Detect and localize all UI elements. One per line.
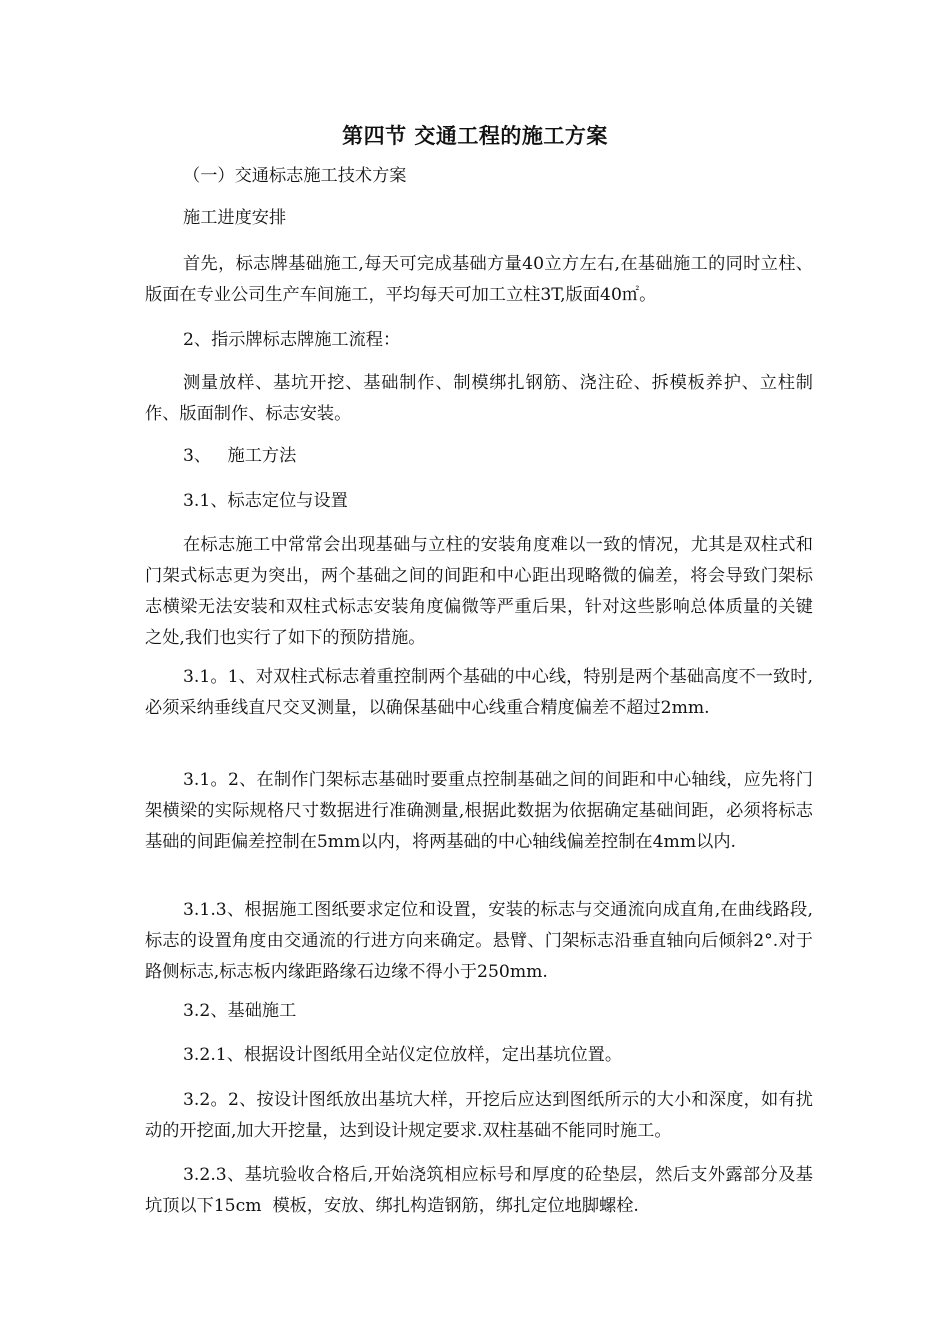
paragraph-3-2-2: 3.2。2、按设计图纸放出基坑大样，开挖后应达到图纸所示的大小和深度，如有扰动的开挖面,加大开挖量，达到设计规定要求.双柱基础不能同时施工。	[145, 1090, 813, 1141]
section-title: 第四节 交通工程的施工方案	[342, 124, 608, 148]
paragraph-schedule-body: 首先，标志牌基础施工,每天可完成基础方量40立方左右,在基础施工的同时立柱、版面在专业公司生产车间施工，平均每天可加工立柱3T,版面40㎡。	[145, 254, 813, 305]
paragraph-schedule-heading: 施工进度安排	[183, 208, 287, 228]
paragraph-3-1-heading: 3.1、标志定位与设置	[183, 491, 348, 511]
paragraph-3-1-1: 3.1。1、对双柱式标志着重控制两个基础的中心线，特别是两个基础高度不一致时,必须采纳垂线直尺交叉测量，以确保基础中心线重合精度偏差不超过2mm.	[145, 667, 813, 718]
paragraph-3-2-1: 3.2.1、根据设计图纸用全站仪定位放样，定出基坑位置。	[183, 1045, 623, 1065]
paragraph-3-1-body: 在标志施工中常常会出现基础与立柱的安装角度难以一致的情况，尤其是双柱式和门架式标志更为突出，两个基础之间的间距和中心距出现略微的偏差，将会导致门架标志横梁无法安装和双柱式标志安装角度偏微等严重后果，针对这些影响总体质量的关键之处,我们也实行了如下的预防措施。	[145, 535, 813, 648]
paragraph-subsection-heading: （一）交通标志施工技术方案	[183, 166, 407, 186]
paragraph-3-2-heading: 3.2、基础施工	[183, 1001, 297, 1021]
paragraph-flow-body: 测量放样、基坑开挖、基础制作、制模绑扎钢筋、浇注砼、拆模板养护、立柱制作、版面制作、标志安装。	[145, 373, 813, 424]
paragraph-3-1-2: 3.1。2、在制作门架标志基础时要重点控制基础之间的间距和中心轴线，应先将门架横梁的实际规格尺寸数据进行准确测量,根据此数据为依据确定基础间距，必须将标志基础的间距偏差控制在5mm以内，将两基础的中心轴线偏差控制在4mm以内.	[145, 770, 813, 852]
paragraph-3-2-3: 3.2.3、基坑验收合格后,开始浇筑相应标号和厚度的砼垫层，然后支外露部分及基坑顶以下15cm 模板，安放、绑扎构造钢筋，绑扎定位地脚螺栓.	[145, 1165, 813, 1216]
paragraph-flow-heading: 2、指示牌标志牌施工流程：	[183, 330, 401, 350]
paragraph-3-1-3: 3.1.3、根据施工图纸要求定位和设置，安装的标志与交通流向成直角,在曲线路段,标志的设置角度由交通流的行进方向来确定。悬臂、门架标志沿垂直轴向后倾斜2°.对于路侧标志,标志板内缘距路缘石边缘不得小于250mm.	[145, 900, 813, 982]
paragraph-method-heading: 3、 施工方法	[183, 446, 297, 466]
